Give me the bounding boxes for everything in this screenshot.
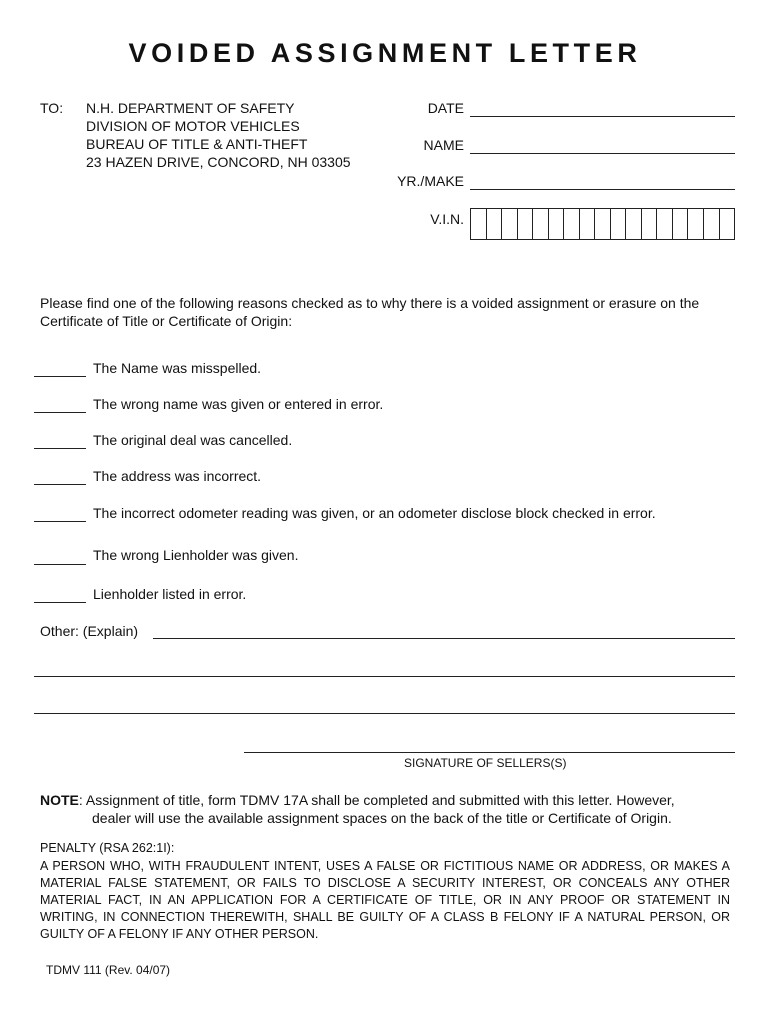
vin-cell[interactable] (502, 209, 518, 239)
reason-text: The incorrect odometer reading was given, or an odometer disclose block checked in error. (93, 505, 656, 521)
date-field[interactable] (470, 116, 735, 117)
vin-cell[interactable] (471, 209, 487, 239)
other-explain-line-3[interactable] (34, 713, 735, 714)
reason-text: The address was incorrect. (93, 468, 262, 484)
other-label: Other: (Explain) (40, 623, 139, 639)
note-label: NOTE (40, 792, 79, 808)
penalty-body (40, 858, 730, 943)
note-line-2: dealer will use the available assignment spaces on the back of the title or Certificate of Origin. (92, 810, 672, 826)
note-line-1 (40, 791, 675, 809)
form-id: TDMV 111 (Rev. 04/07) (46, 963, 171, 977)
reason-checkbox-line[interactable] (34, 412, 86, 413)
penalty-text: A PERSON WHO, WITH FRAUDULENT INTENT, USES A FALSE OR FICTITIOUS NAME OR ADDRESS, OR MAKES A MATERIAL FALSE STATEMENT, OR FAILS TO DISCLOSE A SECURITY INTEREST, OR CONCEALS ANY OTHER MATERIAL FACT, IN AN APPLICATION FOR A CERTIFICATE OF TITLE, OR IN ANY PROOF OR STATEMENT IN WRITING, IN CONNECTION THEREWITH, SHALL BE GUILTY OF A CLASS B FELONY IF A NATURAL PERSON, OR GUILTY OF A FELONY IF ANY OTHER PERSON. (40, 859, 730, 941)
other-explain-line-2[interactable] (34, 676, 735, 677)
page-title: VOIDED ASSIGNMENT LETTER (128, 38, 642, 68)
reason-text: The Name was misspelled. (93, 360, 262, 376)
vin-cell[interactable] (595, 209, 611, 239)
reason-text: The original deal was cancelled. (93, 432, 293, 448)
reason-checkbox-line[interactable] (34, 564, 86, 565)
name-field[interactable] (470, 153, 735, 154)
reason-checkbox-line[interactable] (34, 448, 86, 449)
reason-checkbox-line[interactable] (34, 484, 86, 485)
address-line-3: BUREAU OF TITLE & ANTI-THEFT (86, 136, 308, 152)
penalty-heading: PENALTY (RSA 262:1I): (40, 841, 175, 855)
vin-cell[interactable] (580, 209, 596, 239)
vin-cell[interactable] (611, 209, 627, 239)
reason-text: The wrong name was given or entered in error. (93, 396, 384, 412)
other-explain-field[interactable] (153, 638, 735, 639)
vin-label: V.I.N. (430, 211, 464, 227)
address-line-1: N.H. DEPARTMENT OF SAFETY (86, 100, 295, 116)
signature-label: SIGNATURE OF SELLERS(S) (404, 756, 567, 770)
vin-cell[interactable] (533, 209, 549, 239)
to-label: TO: (40, 100, 64, 116)
vin-cell[interactable] (642, 209, 658, 239)
yrmake-label: YR./MAKE (397, 173, 464, 189)
vin-cell[interactable] (626, 209, 642, 239)
intro-paragraph: Please find one of the following reasons checked as to why there is a voided assignment or erasure on the Certificate of Title or Certificate of Origin: (40, 295, 700, 329)
vin-cell[interactable] (518, 209, 534, 239)
vin-cell[interactable] (704, 209, 720, 239)
name-label: NAME (423, 137, 464, 153)
vin-cell[interactable] (720, 209, 735, 239)
vin-cell[interactable] (549, 209, 565, 239)
vin-field[interactable] (470, 208, 735, 240)
address-line-2: DIVISION OF MOTOR VEHICLES (86, 118, 300, 134)
yrmake-field[interactable] (470, 189, 735, 190)
vin-cell[interactable] (657, 209, 673, 239)
reason-text: Lienholder listed in error. (93, 586, 247, 602)
vin-cell[interactable] (673, 209, 689, 239)
reason-text: The wrong Lienholder was given. (93, 547, 299, 563)
reason-checkbox-line[interactable] (34, 521, 86, 522)
address-line-4: 23 HAZEN DRIVE, CONCORD, NH 03305 (86, 154, 351, 170)
signature-field[interactable] (244, 752, 735, 753)
date-label: DATE (427, 100, 464, 116)
vin-cell[interactable] (688, 209, 704, 239)
reason-checkbox-line[interactable] (34, 376, 86, 377)
vin-cell[interactable] (564, 209, 580, 239)
vin-cell[interactable] (487, 209, 503, 239)
reason-checkbox-line[interactable] (34, 602, 86, 603)
note-text: : Assignment of title, form TDMV 17A shall be completed and submitted with this letter. However, (78, 792, 675, 808)
